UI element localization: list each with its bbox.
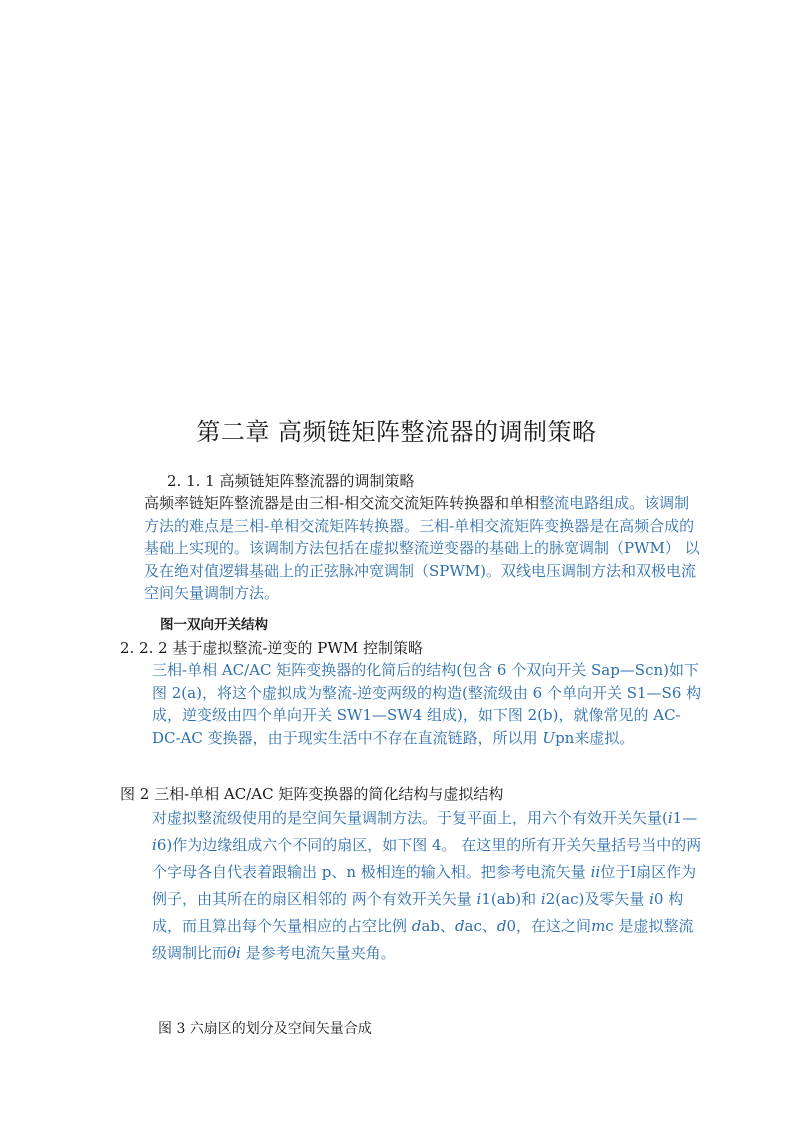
svm-var-i1: i: [667, 809, 673, 827]
svm-text-4: 位于Ⅰ扇区作为例子，由其所在的扇区相邻的 两个有效开关矢量: [152, 863, 697, 908]
chapter-title: 第二章 高频链矩阵整流器的调制策略: [196, 418, 597, 446]
svm-text-12: 是参考电流矢量夹角。: [240, 944, 396, 962]
section-heading-2-2-2: 2. 2. 2 基于虚拟整流-逆变的 PWM 控制策略: [120, 639, 423, 657]
svm-text-10: 0，在这之间: [506, 917, 592, 935]
svm-var-i6: i: [152, 836, 157, 854]
var-u-sub: pn: [555, 728, 575, 747]
svm-var-i0: i: [649, 890, 654, 908]
svm-text-2: 1—: [672, 809, 698, 827]
svm-var-d0: d: [496, 917, 507, 935]
svm-var-dac: d: [454, 917, 465, 935]
paragraph-intro-rest: 整流电路组成。该调制方法的难点是三相-单相交流矩阵转换器。三相-单相交流矩阵变换器是在高频合成的基础上实现的。该调制方法包括在虚拟整流逆变器的基础上的脉宽调制（PWM） 以及在绝对值逻辑基础上的正弦脉冲宽调制（SPWM)。双线电压调制方法和双极电流空间矢量调制方法。: [144, 494, 700, 602]
svm-text-6: 2(ac)及零矢量: [545, 890, 650, 908]
paragraph-svm: [120, 805, 708, 967]
paragraph-intro-start: 高频率链矩阵整流器是由三相-相交流交流矩阵转换器和单相: [144, 494, 540, 512]
figure-3-caption: 图 3 六扇区的划分及空间矢量合成: [158, 1021, 372, 1037]
svm-text-7: 0 构成，而且算出每个矢量相应的占空比例: [152, 890, 684, 935]
svm-var-i1ab: i: [476, 890, 482, 908]
paragraph-pwm-text: 三相-单相 AC/AC 矩阵变换器的化简后的结构(包含 6 个双向开关 Sap—Scn)如下图 2(a)，将这个虚拟成为整流-逆变两级的构造(整流级由 6 个单向开关 S1—S6 构成，逆变级由四个单向开关 SW1—SW4 组成)，如下图 2(b)，就像常见的 AC-DC-AC 变换器，由于现实生活中不存在直流链路，所以用: [152, 661, 702, 747]
paragraph-pwm: [120, 659, 708, 749]
svm-var-dab: d: [411, 917, 422, 935]
svm-text-5: 1(ab)和: [481, 890, 541, 908]
paragraph-intro: [120, 492, 700, 605]
figure-1-caption: 图一双向开关结构: [160, 617, 268, 633]
section-heading-2-1-1: 2. 1. 1 高频链矩阵整流器的调制策略: [167, 472, 415, 490]
svm-var-ii: ii: [590, 863, 601, 881]
svm-var-theta: θi: [227, 944, 241, 962]
paragraph-pwm-end: 来虚拟。: [574, 728, 635, 747]
svm-var-mc: m: [591, 917, 606, 935]
var-u: U: [542, 728, 556, 747]
svm-text-3: 6)作为边缘组成六个不同的扇区，如下图 4。 在这里的所有开关矢量括号当中的两个字母各自代表着跟输出 p、n 极相连的输入相。把参考电流矢量: [152, 836, 702, 881]
svm-text-1: 对虚拟整流级使用的是空间矢量调制方法。于复平面上，用六个有效开关矢量(: [152, 809, 668, 827]
svm-var-i2ac: i: [540, 890, 546, 908]
svm-text-8: ab、: [421, 917, 455, 935]
svm-text-11: c 是虚拟整流级调制比而: [152, 917, 694, 962]
svm-text-9: ac、: [464, 917, 497, 935]
figure-2-caption: 图 2 三相-单相 AC/AC 矩阵变换器的简化结构与虚拟结构: [120, 785, 504, 803]
